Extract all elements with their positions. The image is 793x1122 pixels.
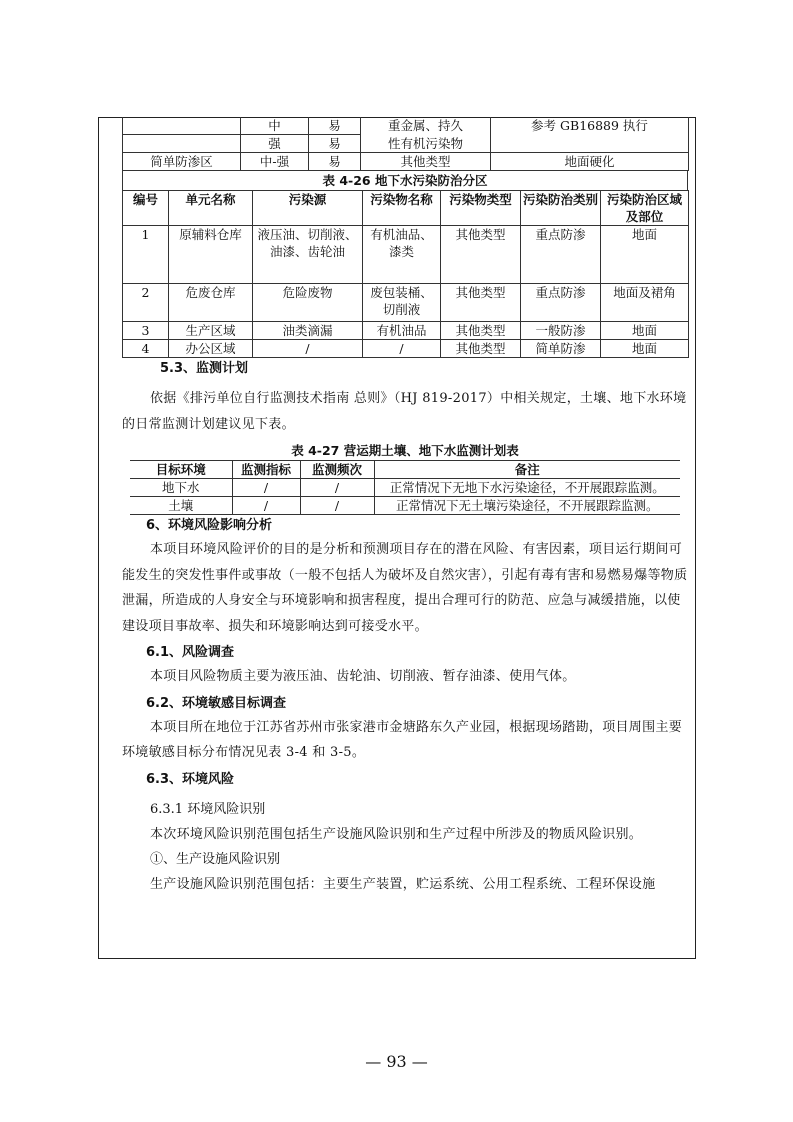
- subsection-6-3-1: 6.3.1 环境风险识别: [150, 801, 266, 817]
- table-cell: 3: [123, 322, 169, 340]
- table-cell: 其他类型: [361, 153, 491, 171]
- column-header: 单元名称: [169, 191, 253, 226]
- section-heading-6-1: 6.1、风险调查: [146, 645, 235, 660]
- table-row: [130, 479, 680, 497]
- document-body: [122, 117, 688, 898]
- column-header: 污染源: [253, 191, 363, 226]
- table-cell: 办公区域: [169, 340, 253, 358]
- table-cell: 强: [241, 135, 309, 153]
- page-number: — 93 —: [365, 1052, 428, 1071]
- table-cell: 液压油、切削液、油漆、齿轮油: [253, 226, 363, 284]
- table-cell: 易: [309, 117, 361, 135]
- column-header: 监测指标: [232, 461, 300, 479]
- table-cell: 易: [309, 153, 361, 171]
- table-cell: 参考 GB16889 执行: [491, 117, 689, 135]
- table-cell: 正常情况下无地下水污染途径，不开展跟踪监测。: [374, 479, 680, 497]
- table-row: [123, 153, 689, 171]
- section-heading-6-2: 6.2、环境敏感目标调查: [146, 695, 287, 711]
- column-header: 监测频次: [300, 461, 374, 479]
- table-cell: 中-强: [241, 153, 309, 171]
- table-cell: 其他类型: [441, 322, 521, 340]
- table-cell: 地面: [601, 340, 689, 358]
- table-cell: 重金属、持久: [361, 117, 491, 135]
- table-cell: 2: [123, 284, 169, 322]
- table-cell: 土壤: [130, 497, 232, 515]
- table-cell: 原辅料仓库: [169, 226, 253, 284]
- section-heading-5-3: 5.3、监测计划: [160, 361, 249, 376]
- table-cell: 地面硬化: [491, 153, 689, 171]
- table-426-caption: 表 4-26 地下水污染防治分区: [122, 171, 688, 190]
- section-heading-6: 6、环境风险影响分析: [146, 518, 273, 533]
- table-row: [123, 226, 689, 284]
- table-row: [123, 322, 689, 340]
- table-cell: /: [232, 497, 300, 515]
- column-header: 污染防治类别: [521, 191, 601, 226]
- table-header-row: [130, 461, 680, 479]
- table-cell: 4: [123, 340, 169, 358]
- table-cell: 重点防渗: [521, 284, 601, 322]
- table-cell: 其他类型: [441, 226, 521, 284]
- table-cell: 一般防渗: [521, 322, 601, 340]
- paragraph-risk-intro: 本项目环境风险评价的目的是分析和预测项目存在的潜在风险、有害因素，项目运行期间可能发生的突发性事件或事故（一般不包括人为破坏及自然灾害），引起有毒有害和易燃易爆等物质泄漏，所造成的人身安全与环境影响和损害程度，提出合理可行的防范、应急与减缓措施，以使建设项目事故率、损失和环境影响达到可接受水平。: [122, 542, 688, 634]
- table-cell: 油类滴漏: [253, 322, 363, 340]
- paragraph-identification-scope: 本次环境风险识别范围包括生产设施风险识别和生产过程中所涉及的物质风险识别。: [150, 826, 643, 842]
- table-cell: 重点防渗: [521, 226, 601, 284]
- table-cell: 废包装桶、切削液: [363, 284, 441, 322]
- groundwater-zoning-table: [122, 190, 689, 358]
- table-cell: 简单防渗区: [123, 153, 241, 171]
- table-row: [123, 340, 689, 358]
- table-cell: 简单防渗: [521, 340, 601, 358]
- monitoring-plan-table: [130, 460, 680, 515]
- table-427-caption: 表 4-27 营运期土壤、地下水监测计划表: [291, 443, 519, 458]
- column-header: 污染物名称: [363, 191, 441, 226]
- table-cell: /: [300, 497, 374, 515]
- column-header: 目标环境: [130, 461, 232, 479]
- paragraph-monitoring: 依据《排污单位自行监测技术指南 总则》（HJ 819-2017）中相关规定，土壤、地下水环境的日常监测计划建议见下表。: [122, 391, 687, 432]
- table-cell: [491, 135, 689, 153]
- table-row: [123, 135, 689, 153]
- table-cell: 地面: [601, 322, 689, 340]
- table-cell: 其他类型: [441, 284, 521, 322]
- paragraph-sensitive-targets: 本项目所在地位于江苏省苏州市张家港市金塘路东久产业园，根据现场踏勘，项目周围主要环境敏感目标分布情况见表 3-4 和 3-5。: [122, 719, 683, 760]
- table-cell: 中: [241, 117, 309, 135]
- table-cell: /: [363, 340, 441, 358]
- table-row: [123, 284, 689, 322]
- table-cell: 易: [309, 135, 361, 153]
- column-header: 备注: [374, 461, 680, 479]
- table-cell: 地下水: [130, 479, 232, 497]
- table-cell: 有机油品、漆类: [363, 226, 441, 284]
- table-cell: 有机油品: [363, 322, 441, 340]
- table-cell: 地面: [601, 226, 689, 284]
- table-cell: /: [300, 479, 374, 497]
- table-cell: 性有机污染物: [361, 135, 491, 153]
- column-header: 编号: [123, 191, 169, 226]
- partition-table-continued: [122, 117, 689, 171]
- table-cell: 危险废物: [253, 284, 363, 322]
- column-header: 污染物类型: [441, 191, 521, 226]
- list-item-facility-risk: ①、生产设施风险识别: [150, 852, 281, 867]
- table-header-row: [123, 191, 689, 226]
- section-heading-6-3: 6.3、环境风险: [146, 771, 235, 787]
- table-row: [123, 117, 689, 135]
- paragraph-facility-scope: 生产设施风险识别范围包括：主要生产装置，贮运系统、公用工程系统、工程环保设施: [150, 877, 656, 892]
- paragraph-risk-survey: 本项目风险物质主要为液压油、齿轮油、切削液、暂存油漆、使用气体。: [150, 669, 576, 684]
- table-cell: 其他类型: [441, 340, 521, 358]
- table-cell: 危废仓库: [169, 284, 253, 322]
- table-cell: /: [232, 479, 300, 497]
- table-cell: [123, 135, 241, 153]
- table-cell: 正常情况下无土壤污染途径，不开展跟踪监测。: [374, 497, 680, 515]
- column-header: 污染防治区域及部位: [601, 191, 689, 226]
- table-row: [130, 497, 680, 515]
- table-cell: [123, 117, 241, 135]
- table-cell: /: [253, 340, 363, 358]
- table-cell: 1: [123, 226, 169, 284]
- table-cell: 生产区域: [169, 322, 253, 340]
- table-cell: 地面及裙角: [601, 284, 689, 322]
